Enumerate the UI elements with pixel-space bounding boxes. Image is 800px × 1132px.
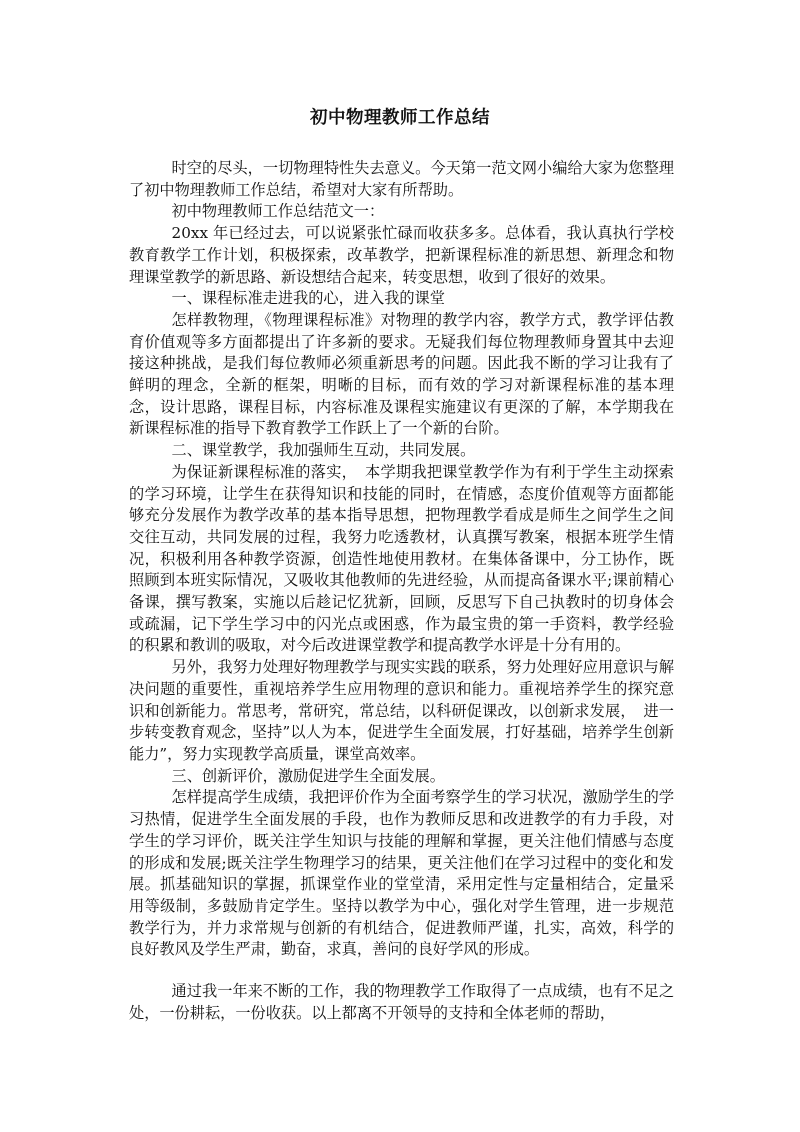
sample-heading: 初中物理教师工作总结范文一： bbox=[171, 202, 385, 221]
body-paragraph: 为保证新课程标准的落实， 本学期我把课堂教学作为有利于学生主动探索的学习环境，让学生在获得知识和技能的同时，在情感，态度价值观等方面都能够充分发展作为教学改革的基本指导思想，把物理教学看成是师生之间学生之间交往互动，共同发展的过程，我努力吃透教材，认真撰写教案，根据本班学生情况，积极利用各种教学资源，创造性地使用教材。在集体备课中，分工协作，既照顾到本班实际情况，又吸收其他教师的先进经验，从而提高备课水平;课前精心备课，撰写教案，实施以后趁记忆犹新，回顾，反思写下自己执教时的切身体会或疏漏，记下学生学习中的闪光点或困惑，作为最宝贵的第一手资料，教学经验的积累和教训的吸取，对今后改进课堂教学和提高教学水评是十分有用的。 bbox=[129, 462, 674, 655]
section-heading-3: 三、创新评价，激励促进学生全面发展。 bbox=[171, 766, 445, 785]
intro-paragraph: 时空的尽头，一切物理特性失去意义。今天第一范文网小编给大家为您整理了初中物理教师工作总结，希望对大家有所帮助。 bbox=[129, 159, 674, 199]
section-heading-1: 一、课程标准走进我的心，进入我的课堂 bbox=[171, 289, 445, 308]
document-title: 初中物理教师工作总结 bbox=[310, 108, 490, 128]
body-paragraph: 怎样教物理，《物理课程标准》对物理的教学内容，教学方式，教学评估教育价值观等多方面都提出了许多新的要求。无疑我们每位物理教师身置其中去迎接这种挑战，是我们每位教师必须重新思考的问题。因此我不断的学习让我有了鲜明的理念，全新的框架，明晰的目标，而有效的学习对新课程标准的基本理念，设计思路，课程目标，内容标准及课程实施建议有更深的了解，本学期我在新课程标准的指导下教育教学工作跃上了一个新的台阶。 bbox=[129, 310, 674, 438]
section-heading-2: 二、课堂教学，我加强师生互动，共同发展。 bbox=[171, 441, 476, 460]
body-paragraph: 20xx 年已经过去，可以说紧张忙碌而收获多多。总体看，我认真执行学校教育教学工作计划，积极探索，改革教学，把新课程标准的新思想、新理念和物理课堂教学的新思路、新设想结合起来，转变思想，收到了很好的效果。 bbox=[129, 224, 674, 286]
document-body bbox=[129, 158, 674, 1024]
body-paragraph: 另外，我努力处理好物理教学与现实实践的联系，努力处理好应用意识与解决问题的重要性，重视培养学生应用物理的意识和能力。重视培养学生的探究意识和创新能力。常思考，常研究，常总结，以科研促课改，以创新求发展， 进一步转变教育观念，坚持”以人为本，促进学生全面发展，打好基础，培养学生创新能力”，努力实现教学高质量，课堂高效率。 bbox=[129, 658, 674, 763]
body-paragraph: 怎样提高学生成绩，我把评价作为全面考察学生的学习状况，激励学生的学习热情，促进学生全面发展的手段，也作为教师反思和改进教学的有力手段，对学生的学习评价，既关注学生知识与技能的理解和掌握，更关注他们情感与态度的形成和发展;既关注学生物理学习的结果，更关注他们在学习过程中的变化和发展。抓基础知识的掌握，抓课堂作业的堂堂清，采用定性与定量相结合，定量采用等级制，多鼓励肯定学生。坚持以教学为中心，强化对学生管理，进一步规范教学行为，并力求常规与创新的有机结合，促进教师严谨，扎实，高效，科学的良好教风及学生严肃，勤奋，求真，善问的良好学风的形成。 bbox=[129, 788, 674, 959]
closing-paragraph: 通过我一年来不断的工作，我的物理教学工作取得了一点成绩，也有不足之处，一份耕耘，一份收获。以上都离不开领导的支持和全体老师的帮助， bbox=[129, 982, 674, 1022]
